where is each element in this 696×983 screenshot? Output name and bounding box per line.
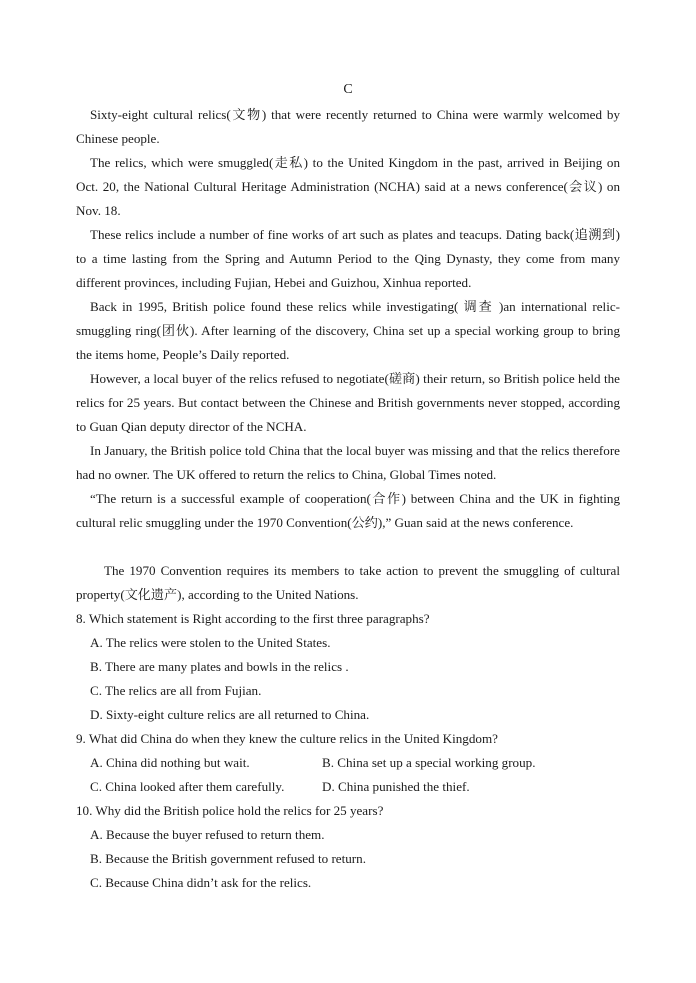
passage-paragraph-6: In January, the British police told China that the local buyer was missing and that the relics therefore had no owner. The UK offered to return the relics to China, Global Times noted. [76, 443, 620, 482]
question-8-option-b[interactable]: B. There are many plates and bowls in the relics . [90, 659, 349, 674]
question-10-stem: 10. Why did the British police hold the relics for 25 years? [76, 803, 384, 818]
passage-paragraph-3: These relics include a number of fine works of art such as plates and teacups. Dating back(追溯到) to a time lasting from the Spring and Autumn Period to the Qing Dynasty, they come from many different provinces, including Fujian, Hebei and Guizhou, Xinhua reported. [76, 227, 620, 290]
section-label: C [343, 82, 353, 97]
question-10-option-a[interactable]: A. Because the buyer refused to return them. [90, 827, 325, 842]
question-8-stem: 8. Which statement is Right according to the first three paragraphs? [76, 611, 430, 626]
question-10-option-c[interactable]: C. Because China didn’t ask for the relics. [90, 875, 312, 890]
passage-paragraph-2: The relics, which were smuggled(走私) to the United Kingdom in the past, arrived in Beijing on Oct. 20, the National Cultural Heritage Administration (NCHA) said at a news conference(会议) on Nov. 18. [76, 155, 620, 218]
question-9-stem: 9. What did China do when they knew the culture relics in the United Kingdom? [76, 731, 498, 746]
question-9-option-b[interactable]: B. China set up a special working group. [322, 755, 536, 770]
passage-paragraph-8: The 1970 Convention requires its members to take action to prevent the smuggling of cultural property(文化遗产), according to the United Nations. [76, 563, 620, 602]
question-8-option-d[interactable]: D. Sixty-eight culture relics are all returned to China. [90, 707, 370, 722]
question-8-option-a[interactable]: A. The relics were stolen to the United States. [90, 635, 331, 650]
passage-paragraph-5: However, a local buyer of the relics refused to negotiate(磋商) their return, so British police held the relics for 25 years. But contact between the Chinese and British governments never stopped, according to Guan Qian deputy director of the NCHA. [76, 371, 620, 434]
question-10-option-b[interactable]: B. Because the British government refused to return. [90, 851, 366, 866]
question-9-option-c[interactable]: C. China looked after them carefully. [90, 779, 285, 794]
passage-paragraph-4: Back in 1995, British police found these relics while investigating( 调查 )an international relic-smuggling ring(团伙). After learning of the discovery, China set up a special working group to bring the items home, People’s Daily reported. [76, 299, 620, 362]
question-8-option-c[interactable]: C. The relics are all from Fujian. [90, 683, 262, 698]
question-9-option-a[interactable]: A. China did nothing but wait. [90, 755, 250, 770]
passage-paragraph-1: Sixty-eight cultural relics(文物) that were recently returned to China were warmly welcomed by Chinese people. [76, 107, 620, 146]
question-9-option-d[interactable]: D. China punished the thief. [322, 779, 470, 794]
passage-paragraph-7: “The return is a successful example of cooperation(合作) between China and the UK in fighting cultural relic smuggling under the 1970 Convention(公约),” Guan said at the news conference. [76, 491, 620, 530]
